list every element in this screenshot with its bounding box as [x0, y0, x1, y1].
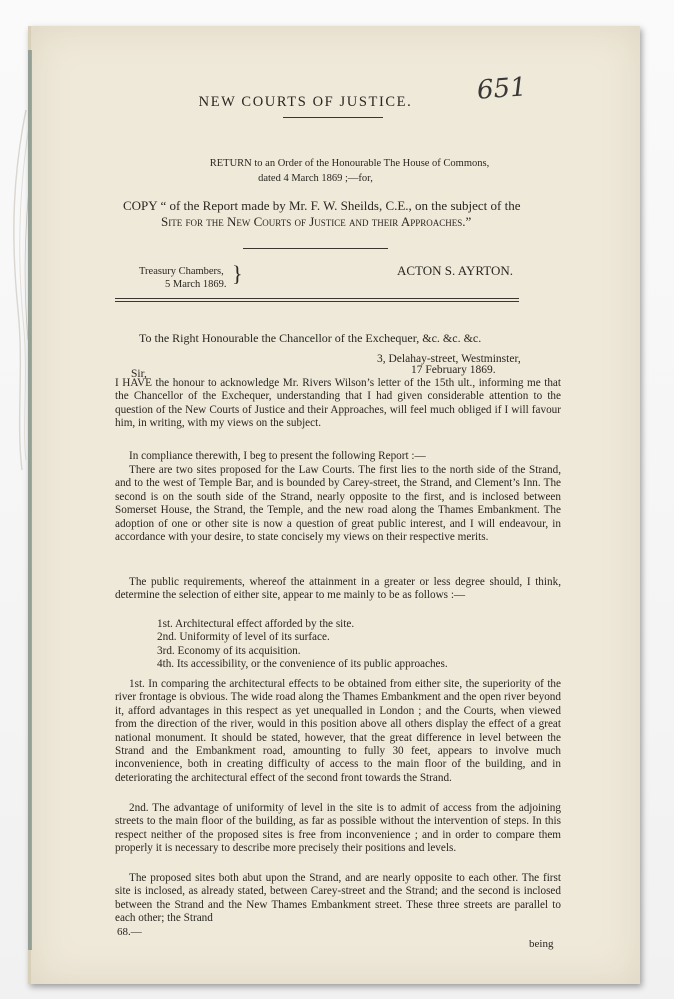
address-line: 3, Delahay-street, Westminster, [377, 353, 521, 365]
treasury-chambers: Treasury Chambers, [139, 266, 224, 277]
copy-line-1: COPY “ of the Report made by Mr. F. W. Sheilds, C.E., on the subject of the [123, 198, 521, 213]
catchword: being [529, 938, 554, 950]
document-title: NEW COURTS OF JUSTICE. [198, 94, 413, 110]
list-item: 2nd. Uniformity of level of its surface. [157, 631, 330, 644]
footer-number: 68.— [117, 926, 142, 938]
paragraph-1: I HAVE the honour to acknowledge Mr. Rivers Wilson’s letter of the 15th ult., informing me that the Chancellor of the Exchequer, understanding that I had given considerable attention to the question of the New Courts of Justice and their Approaches, will feel much obliged if I will favour him, in writing, with my views on the subject. [115, 377, 561, 430]
requirements-list [157, 618, 448, 672]
addressee: To the Right Honourable the Chancellor of the Exchequer, &c. &c. &c. [139, 331, 482, 345]
salutation: Sir, [131, 368, 147, 380]
signatory: ACTON S. AYRTON. [397, 263, 514, 278]
treasury-date: 5 March 1869. [165, 279, 227, 290]
paragraph-4: The public requirements, whereof the attainment in a greater or less degree should, I think, determine the selection of either site, appear to me mainly to be as follows :— [115, 576, 561, 602]
date-line: 17 February 1869. [411, 364, 496, 376]
return-line-2: dated 4 March 1869 ;—for, [258, 173, 373, 184]
list-item: 3rd. Economy of its acquisition. [157, 644, 301, 657]
double-rule-bottom [115, 301, 519, 302]
separator-short [243, 248, 388, 249]
paragraph-7: The proposed sites both abut upon the Strand, and are nearly opposite to each other. The first site is inclosed, as already stated, between Carey-street and the Strand; and the second is inclosed between the Strand and the New Thames Embankment street. These three streets are parallel to each other; the Strand [115, 872, 561, 925]
paragraph-5: 1st. In comparing the architectural effects to be obtained from either site, the superiority of the river frontage is obvious. The wide road along the Thames Embankment and the open river beyond it, afford advantages in this respect as yet unequalled in London ; and the Courts, when viewed from the direction of the river, would in this position above all others display the effect of a great national monument. It should be stated, however, that the great difference in level between the Strand and the Embankment road, amounting to fully 30 feet, appears to involve much inconvenience, both in creating difficulty of access to the main floor of the building, and in deteriorating the architectural effect of the second front towards the Strand. [115, 678, 561, 784]
paragraph-2: In compliance therewith, I beg to present the following Report :— [129, 450, 426, 462]
brace-icon: } [232, 261, 243, 286]
return-line-1: RETURN to an Order of the Honourable The House of Commons, [209, 158, 490, 169]
handwritten-page-number: 651 [476, 72, 528, 106]
copy-line-2: Site for the New Courts of Justice and their Approaches.” [161, 214, 472, 229]
list-item: 1st. Architectural effect afforded by the site. [157, 618, 355, 630]
paragraph-6: 2nd. The advantage of uniformity of level in the site is to admit of access from the adjoining streets to the main floor of the building, as far as possible without the intervention of steps. In this respect neither of the proposed sites is free from inconvenience ; and in order to compare them properly it is necessary to describe more precisely their positions and levels. [115, 802, 561, 855]
binding-spine [28, 50, 32, 950]
title-underline [283, 117, 383, 118]
double-rule-top [115, 298, 519, 299]
document-page [28, 26, 640, 984]
list-item: 4th. Its accessibility, or the convenience of its public approaches. [157, 658, 448, 671]
paragraph-3: There are two sites proposed for the Law Courts. The first lies to the north side of the Strand, and to the west of Temple Bar, and is bounded by Carey-street, the Strand, and Clement’s Inn. The second is on the south side of the Strand, nearly opposite to the first, and is inclosed between Somerset House, the Strand, the Temple, and the new road along the Thames Embankment. The adoption of one or other site is now a question of great public interest, and I will endeavour, in accordance with your desire, to state concisely my views on their respective merits. [115, 464, 561, 544]
